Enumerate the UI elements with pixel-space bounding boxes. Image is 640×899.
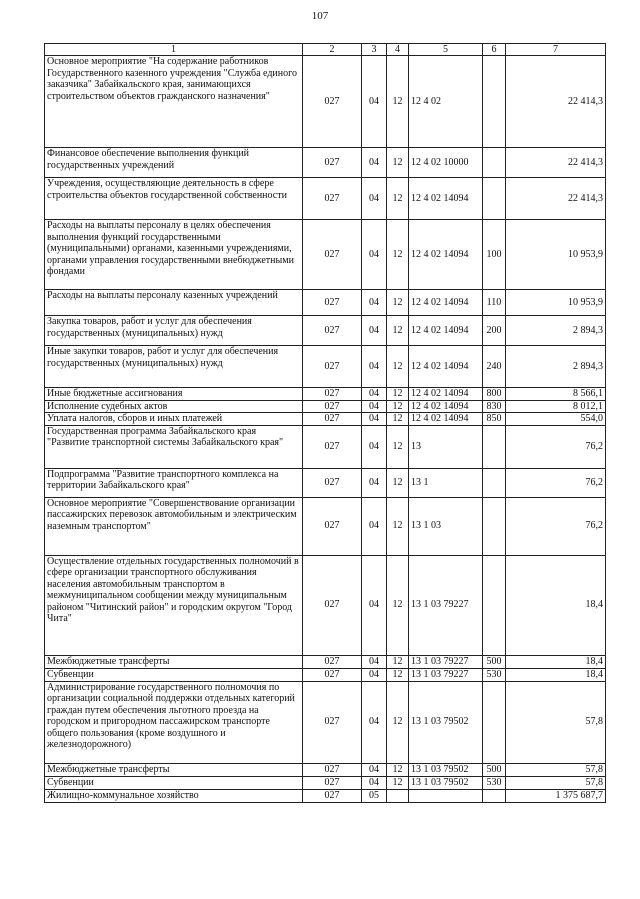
row-amount: 18,4	[506, 655, 606, 668]
row-amount: 76,2	[506, 425, 606, 468]
row-subsection: 12	[387, 388, 409, 401]
row-name: Уплата налогов, сборов и иных платежей	[45, 413, 303, 426]
table-row	[45, 789, 606, 802]
page-number: 107	[311, 10, 329, 22]
row-subsection: 12	[387, 400, 409, 413]
row-section: 04	[362, 316, 387, 346]
row-code: 027	[303, 400, 362, 413]
row-name: Осуществление отдельных государственных полномочий в сфере организации транспортного обслуживания населения автомобильным транспортом в межмуниципальном сообщении между муниципальным районом "Читинский район" и городским округом "Город Чита"	[45, 555, 303, 655]
row-amount: 8 012,1	[506, 400, 606, 413]
row-name: Субвенции	[45, 668, 303, 681]
row-amount: 22 414,3	[506, 178, 606, 220]
row-amount: 76,2	[506, 497, 606, 555]
table-row	[45, 655, 606, 668]
row-expense-type	[483, 555, 506, 655]
row-target-code: 13 1 03 79227	[409, 655, 483, 668]
row-subsection: 12	[387, 316, 409, 346]
row-expense-type: 830	[483, 400, 506, 413]
row-subsection: 12	[387, 220, 409, 290]
row-expense-type: 800	[483, 388, 506, 401]
row-expense-type	[483, 425, 506, 468]
row-code: 027	[303, 316, 362, 346]
row-section: 04	[362, 668, 387, 681]
table-header-row	[45, 44, 606, 56]
table-row	[45, 388, 606, 401]
row-code: 027	[303, 148, 362, 178]
row-target-code: 13	[409, 425, 483, 468]
table-row	[45, 555, 606, 655]
row-section: 04	[362, 56, 387, 148]
row-name: Закупка товаров, работ и услуг для обеспечения государственных (муниципальных) нужд	[45, 316, 303, 346]
row-expense-type: 240	[483, 346, 506, 388]
row-amount: 1 375 687,7	[506, 789, 606, 802]
row-code: 027	[303, 655, 362, 668]
row-code: 027	[303, 497, 362, 555]
row-code: 027	[303, 388, 362, 401]
row-target-code: 12 4 02 14094	[409, 178, 483, 220]
row-subsection: 12	[387, 468, 409, 497]
budget-table	[44, 43, 606, 803]
row-expense-type: 850	[483, 413, 506, 426]
row-name: Учреждения, осуществляющие деятельность в сфере строительства объектов государственной собственности	[45, 178, 303, 220]
row-code: 027	[303, 668, 362, 681]
row-target-code: 13 1	[409, 468, 483, 497]
row-target-code: 12 4 02 10000	[409, 148, 483, 178]
row-name: Администрирование государственного полномочия по организации социальной поддержки отдельных категорий граждан путем обеспечения льготного проезда на городском и пригородном пассажирском транспорте общего пользования (кроме воздушного и железнодорожного)	[45, 681, 303, 763]
row-expense-type	[483, 468, 506, 497]
row-code: 027	[303, 789, 362, 802]
row-section: 04	[362, 220, 387, 290]
table-row	[45, 148, 606, 178]
column-header: 2	[303, 44, 362, 56]
row-code: 027	[303, 555, 362, 655]
table-row	[45, 681, 606, 763]
row-expense-type: 100	[483, 220, 506, 290]
row-section: 04	[362, 148, 387, 178]
row-code: 027	[303, 681, 362, 763]
row-section: 05	[362, 789, 387, 802]
row-name: Иные бюджетные ассигнования	[45, 388, 303, 401]
row-section: 04	[362, 413, 387, 426]
row-amount: 76,2	[506, 468, 606, 497]
row-expense-type	[483, 56, 506, 148]
row-name: Основное мероприятие "На содержание работников Государственного казенного учреждения "Служба единого заказчика" Забайкальского края, занимающихся строительством объектов гражданского назначения"	[45, 56, 303, 148]
column-header: 4	[387, 44, 409, 56]
table-row	[45, 497, 606, 555]
row-amount: 18,4	[506, 668, 606, 681]
row-name: Межбюджетные трансферты	[45, 763, 303, 776]
row-name: Исполнение судебных актов	[45, 400, 303, 413]
row-target-code: 13 1 03 79502	[409, 763, 483, 776]
row-code: 027	[303, 56, 362, 148]
row-amount: 554,0	[506, 413, 606, 426]
row-amount: 22 414,3	[506, 148, 606, 178]
row-subsection: 12	[387, 346, 409, 388]
row-code: 027	[303, 413, 362, 426]
row-code: 027	[303, 178, 362, 220]
row-subsection: 12	[387, 413, 409, 426]
table-row	[45, 220, 606, 290]
table-row	[45, 763, 606, 776]
table-row	[45, 400, 606, 413]
row-section: 04	[362, 425, 387, 468]
row-target-code: 12 4 02 14094	[409, 400, 483, 413]
row-subsection: 12	[387, 497, 409, 555]
row-target-code: 12 4 02 14094	[409, 220, 483, 290]
row-amount: 10 953,9	[506, 220, 606, 290]
row-section: 04	[362, 290, 387, 316]
row-section: 04	[362, 346, 387, 388]
row-subsection: 12	[387, 763, 409, 776]
row-expense-type	[483, 497, 506, 555]
row-name: Жилищно-коммунальное хозяйство	[45, 789, 303, 802]
row-expense-type	[483, 178, 506, 220]
row-target-code: 12 4 02 14094	[409, 413, 483, 426]
row-expense-type: 200	[483, 316, 506, 346]
row-section: 04	[362, 655, 387, 668]
row-expense-type	[483, 148, 506, 178]
row-expense-type: 110	[483, 290, 506, 316]
row-code: 027	[303, 220, 362, 290]
row-target-code	[409, 789, 483, 802]
row-amount: 18,4	[506, 555, 606, 655]
row-code: 027	[303, 763, 362, 776]
row-amount: 22 414,3	[506, 56, 606, 148]
row-subsection: 12	[387, 668, 409, 681]
row-subsection: 12	[387, 776, 409, 789]
row-target-code: 13 1 03 79502	[409, 681, 483, 763]
row-amount: 8 566,1	[506, 388, 606, 401]
row-subsection: 12	[387, 178, 409, 220]
row-amount: 2 894,3	[506, 316, 606, 346]
column-header: 6	[483, 44, 506, 56]
row-section: 04	[362, 776, 387, 789]
row-section: 04	[362, 178, 387, 220]
row-target-code: 13 1 03 79502	[409, 776, 483, 789]
row-name: Государственная программа Забайкальского края "Развитие транспортной системы Забайкальского края"	[45, 425, 303, 468]
row-subsection: 12	[387, 425, 409, 468]
row-amount: 57,8	[506, 763, 606, 776]
row-amount: 10 953,9	[506, 290, 606, 316]
row-section: 04	[362, 681, 387, 763]
table-row	[45, 290, 606, 316]
table-body	[45, 56, 606, 803]
row-subsection: 12	[387, 555, 409, 655]
table-row	[45, 668, 606, 681]
row-expense-type: 530	[483, 776, 506, 789]
table-row	[45, 413, 606, 426]
row-expense-type: 530	[483, 668, 506, 681]
row-subsection	[387, 789, 409, 802]
row-code: 027	[303, 346, 362, 388]
row-amount: 57,8	[506, 681, 606, 763]
row-code: 027	[303, 776, 362, 789]
row-expense-type: 500	[483, 655, 506, 668]
table-row	[45, 346, 606, 388]
column-header: 5	[409, 44, 483, 56]
row-code: 027	[303, 425, 362, 468]
row-target-code: 12 4 02	[409, 56, 483, 148]
table-row	[45, 468, 606, 497]
row-subsection: 12	[387, 290, 409, 316]
row-target-code: 12 4 02 14094	[409, 290, 483, 316]
row-section: 04	[362, 388, 387, 401]
column-header: 3	[362, 44, 387, 56]
row-name: Подпрограмма "Развитие транспортного комплекса на территории Забайкальского края"	[45, 468, 303, 497]
row-name: Иные закупки товаров, работ и услуг для обеспечения государственных (муниципальных) нужд	[45, 346, 303, 388]
row-name: Финансовое обеспечение выполнения функций государственных учреждений	[45, 148, 303, 178]
row-section: 04	[362, 400, 387, 413]
row-target-code: 13 1 03	[409, 497, 483, 555]
row-subsection: 12	[387, 681, 409, 763]
row-name: Расходы на выплаты персоналу казенных учреждений	[45, 290, 303, 316]
row-target-code: 13 1 03 79227	[409, 668, 483, 681]
row-section: 04	[362, 555, 387, 655]
table-row	[45, 56, 606, 148]
row-name: Субвенции	[45, 776, 303, 789]
row-name: Расходы на выплаты персоналу в целях обеспечения выполнения функций государственными (муниципальными) органами, казенными учреждениями, органами управления государственными внебюджетными фондами	[45, 220, 303, 290]
table-row	[45, 425, 606, 468]
column-header: 1	[45, 44, 303, 56]
row-section: 04	[362, 763, 387, 776]
row-subsection: 12	[387, 148, 409, 178]
table-row	[45, 316, 606, 346]
row-section: 04	[362, 468, 387, 497]
row-target-code: 12 4 02 14094	[409, 388, 483, 401]
row-code: 027	[303, 290, 362, 316]
row-target-code: 13 1 03 79227	[409, 555, 483, 655]
row-subsection: 12	[387, 655, 409, 668]
row-expense-type	[483, 789, 506, 802]
row-name: Основное мероприятие "Совершенствование организации пассажирских перевозок автомобильным и электрическим наземным транспортом"	[45, 497, 303, 555]
table-row	[45, 178, 606, 220]
row-amount: 57,8	[506, 776, 606, 789]
row-subsection: 12	[387, 56, 409, 148]
row-expense-type: 500	[483, 763, 506, 776]
row-name: Межбюджетные трансферты	[45, 655, 303, 668]
row-expense-type	[483, 681, 506, 763]
row-code: 027	[303, 468, 362, 497]
column-header: 7	[506, 44, 606, 56]
row-target-code: 12 4 02 14094	[409, 346, 483, 388]
row-amount: 2 894,3	[506, 346, 606, 388]
row-section: 04	[362, 497, 387, 555]
row-target-code: 12 4 02 14094	[409, 316, 483, 346]
table-row	[45, 776, 606, 789]
